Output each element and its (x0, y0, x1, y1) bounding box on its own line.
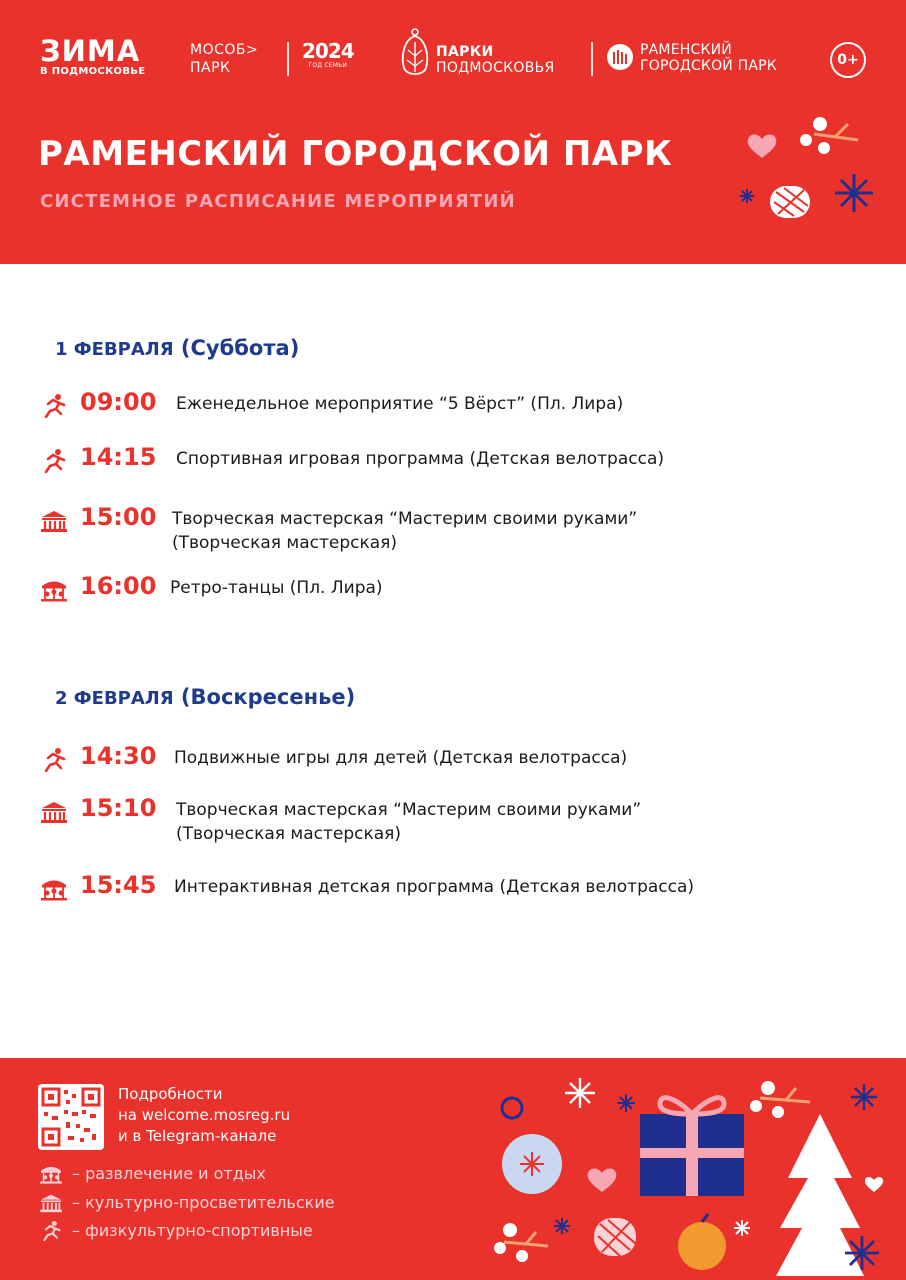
mitten-icon (594, 1218, 636, 1256)
event-description: Интерактивная детская программа (Детская велотрасса) (174, 877, 695, 897)
event-time: 14:15 (80, 443, 157, 471)
snowflake-icon (565, 1078, 595, 1108)
day-heading (55, 685, 355, 709)
running-icon (38, 1221, 64, 1241)
logo-zima (40, 36, 145, 77)
event-description: Подвижные игры для детей (Детская велотрасса) (174, 748, 628, 768)
orange-icon (678, 1214, 726, 1270)
legend-label: – физкультурно-спортивные (72, 1221, 313, 1240)
page-title: РАМЕНСКИЙ ГОРОДСКОЙ ПАРК (38, 134, 673, 174)
logo-2024-subtext: ГОД СЕМЬИ (308, 62, 348, 69)
running-icon (40, 394, 68, 418)
snowflake-small-icon (734, 1220, 750, 1236)
event-description-line1: Творческая мастерская “Мастерим своими руками” (176, 800, 642, 820)
legend-label: – культурно-просветительские (72, 1193, 335, 1212)
event-description-line2: (Творческая мастерская) (172, 533, 398, 553)
info-link[interactable]: на welcome.mosreg.ru (118, 1106, 291, 1124)
footer-banner (0, 1058, 906, 1280)
info-line1: Подробности (118, 1085, 223, 1103)
park-emblem-icon (606, 42, 634, 72)
day-weekday: (Суббота) (180, 336, 300, 360)
logo-zima-text: ЗИМА (40, 34, 141, 68)
museum-icon (40, 509, 68, 533)
day-weekday: (Воскресенье) (180, 685, 356, 709)
logo-bar (0, 28, 906, 88)
snowflake-small-icon (740, 189, 754, 203)
footer-decoration (490, 1068, 896, 1278)
event-description (176, 798, 641, 846)
event-time: 09:00 (80, 388, 157, 416)
header-banner (0, 0, 906, 264)
info-line3: и в Telegram-канале (118, 1127, 277, 1145)
more-info-text (118, 1084, 290, 1147)
museum-icon (40, 800, 68, 824)
day-date: 1 ФЕВРАЛЯ (55, 339, 174, 360)
event-description-line2: (Творческая мастерская) (176, 824, 402, 844)
day-heading (55, 336, 299, 360)
carousel-icon (38, 1164, 64, 1184)
gift-box-icon (640, 1098, 744, 1196)
snowflake-icon (851, 1084, 877, 1110)
snowflake-small-icon (617, 1094, 635, 1112)
berry-branch-icon (494, 1223, 548, 1262)
running-icon (40, 748, 68, 772)
running-icon (40, 449, 68, 473)
logo-mosob-line2: ПАРК (190, 60, 231, 76)
day-date: 2 ФЕВРАЛЯ (55, 688, 174, 709)
heart-icon (748, 135, 777, 159)
event-time: 14:30 (80, 742, 157, 770)
event-description-line1: Творческая мастерская “Мастерим своими руками” (172, 509, 638, 529)
logo-mosob-line1: МОСОБ> (190, 42, 259, 58)
snowflake-small-icon (554, 1218, 570, 1234)
museum-icon (38, 1193, 64, 1213)
event-time: 15:45 (80, 871, 157, 899)
event-time: 15:10 (80, 794, 157, 822)
logo-parki-line1: ПАРКИ (436, 44, 494, 60)
header-decoration (740, 112, 890, 222)
heart-icon (588, 1169, 617, 1193)
age-rating-badge: 0+ (830, 42, 866, 78)
event-description: Еженедельное мероприятие “5 Вёрст” (Пл. Лира) (176, 394, 624, 414)
mitten-icon (770, 186, 810, 218)
logo-mosobpark (190, 41, 258, 77)
heart-icon (865, 1177, 883, 1192)
ornament-ball-icon (502, 1098, 562, 1194)
logo-god-semi (302, 40, 354, 69)
event-time: 16:00 (80, 572, 157, 600)
logo-divider (591, 42, 593, 76)
page-subtitle: СИСТЕМНОЕ РАСПИСАНИЕ МЕРОПРИЯТИЙ (40, 191, 516, 212)
snowflake-icon (845, 1236, 879, 1270)
berry-branch-icon (800, 117, 858, 154)
carousel-icon (40, 578, 68, 602)
logo-divider (287, 42, 289, 76)
logo-zima-subtext: В ПОДМОСКОВЬЕ (40, 66, 146, 77)
logo-parki-line2: ПОДМОСКОВЬЯ (436, 60, 555, 76)
logo-ramen-line1: РАМЕНСКИЙ (640, 42, 732, 58)
event-description (172, 507, 637, 555)
qr-code-icon[interactable] (38, 1084, 104, 1150)
logo-ramen-line2: ГОРОДСКОЙ ПАРК (640, 58, 777, 74)
berry-branch-icon (750, 1081, 810, 1118)
legend-label: – развлечение и отдых (72, 1164, 266, 1183)
carousel-icon (40, 877, 68, 901)
logo-2024-text: 2024 (302, 39, 354, 63)
event-description: Спортивная игровая программа (Детская велотрасса) (176, 449, 665, 469)
pinecone-icon (398, 28, 432, 80)
event-time: 15:00 (80, 503, 157, 531)
event-description: Ретро-танцы (Пл. Лира) (170, 578, 383, 598)
snowflake-icon (835, 174, 873, 212)
